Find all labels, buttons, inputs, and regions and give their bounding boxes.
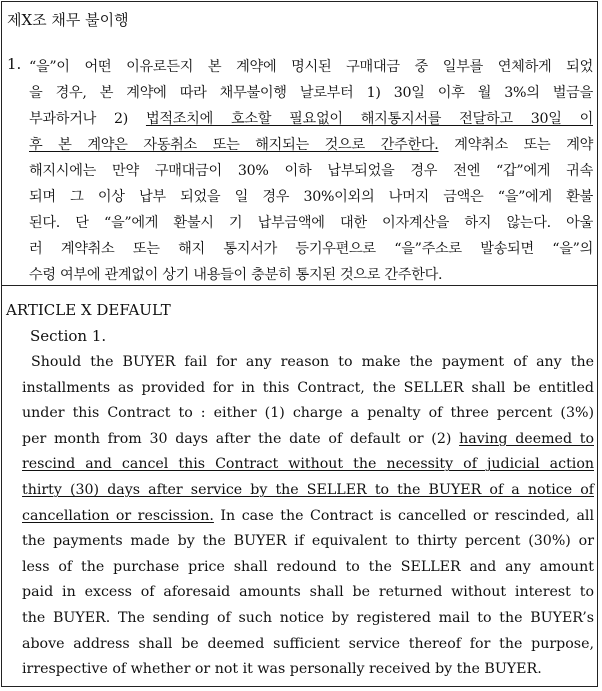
korean-article-box (2, 2, 597, 286)
korean-line: 러 계약취소 또는 해지 통지서가 등기우편으로 “을”주소로 발송되면 “을”의 (29, 241, 593, 257)
korean-line: “을”이 어떤 이유로든지 본 계약에 명시된 구매대금 중 일부를 연체하게 되었 (29, 59, 593, 75)
korean-line: 부과하거나 2) 법적조치에 호소할 필요없이 해지통지서를 전달하고 30일 이 (29, 111, 593, 127)
english-line: installments as provided for in this Contract, the SELLER shall be entitled (22, 379, 594, 396)
english-line (22, 452, 594, 478)
korean-line: 해지시에는 만약 구매대금이 30% 이하 납부되었을 경우 전엔 “갑”에게 귀속 (29, 163, 593, 179)
english-line (22, 478, 594, 504)
korean-underlined-clause: 법적조치에 호소할 필요없이 해지통지서를 전달하고 30일 이 (145, 111, 593, 127)
english-article-paragraph (22, 350, 594, 683)
english-line: above address shall be deemed sufficient service thereof for the purpose, (22, 635, 594, 652)
english-line: less of the purchase price shall redound to the SELLER and any amount (22, 558, 594, 575)
english-underlined-clause: cancellation or rescission. (22, 507, 214, 524)
english-article-title: ARTICLE X DEFAULT (6, 301, 171, 319)
english-underlined-clause: thirty (30) days after service by the SELLER to the BUYER of a notice of (22, 481, 594, 498)
korean-line: 되며 그 이상 납부 되었을 일 경우 30%이외의 나머지 금액은 “을”에게 환불 (29, 189, 593, 205)
korean-line: 후 본 계약은 자동취소 또는 해지되는 것으로 간주한다. 계약취소 또는 계약 (29, 137, 593, 153)
english-underlined-clause: rescind and cancel this Contract without the necessity of judicial action (22, 456, 594, 473)
english-line: under this Contract to : either (1) charge a penalty of three percent (3%) (22, 405, 594, 422)
korean-article-title: 제X조 채무 불이행 (7, 11, 129, 29)
english-underlined-clause: having deemed to (459, 430, 594, 447)
korean-item-number: 1. (7, 55, 22, 73)
english-line: Should the BUYER fail for any reason to make the payment of any the (31, 354, 594, 370)
korean-line: 수령 여부에 관계없이 상기 내용들이 충분히 통지된 것으로 간주한다. (29, 267, 443, 283)
english-line: paid in excess of aforesaid amounts shall be returned without interest to (22, 584, 594, 601)
english-line: the payments made by the BUYER if equivalent to thirty percent (30%) or (22, 533, 594, 550)
english-section-heading: Section 1. (30, 327, 107, 345)
english-article-box (2, 286, 597, 686)
korean-line: 된다. 단 “을”에게 환불시 기 납부금액에 대한 이자계산을 하지 않는다. 아울 (29, 215, 593, 231)
english-line: the BUYER. The sending of such notice by registered mail to the BUYER’s (22, 609, 594, 626)
english-line: irrespective of whether or not it was personally received by the BUYER. (22, 661, 542, 678)
korean-underlined-clause: 후 본 계약은 자동취소 또는 해지되는 것으로 간주한다. (29, 137, 439, 153)
contract-document (1, 1, 598, 687)
english-line: per month from 30 days after the date of default or (2) having deemed to (22, 430, 594, 447)
english-line: cancellation or rescission. In case the Contract is cancelled or rescinded, all (22, 507, 594, 524)
korean-line: 을 경우, 본 계약에 따라 채무불이행 날로부터 1) 30일 이후 월 3%의 벌금을 (29, 85, 593, 101)
korean-article-paragraph (29, 54, 593, 288)
